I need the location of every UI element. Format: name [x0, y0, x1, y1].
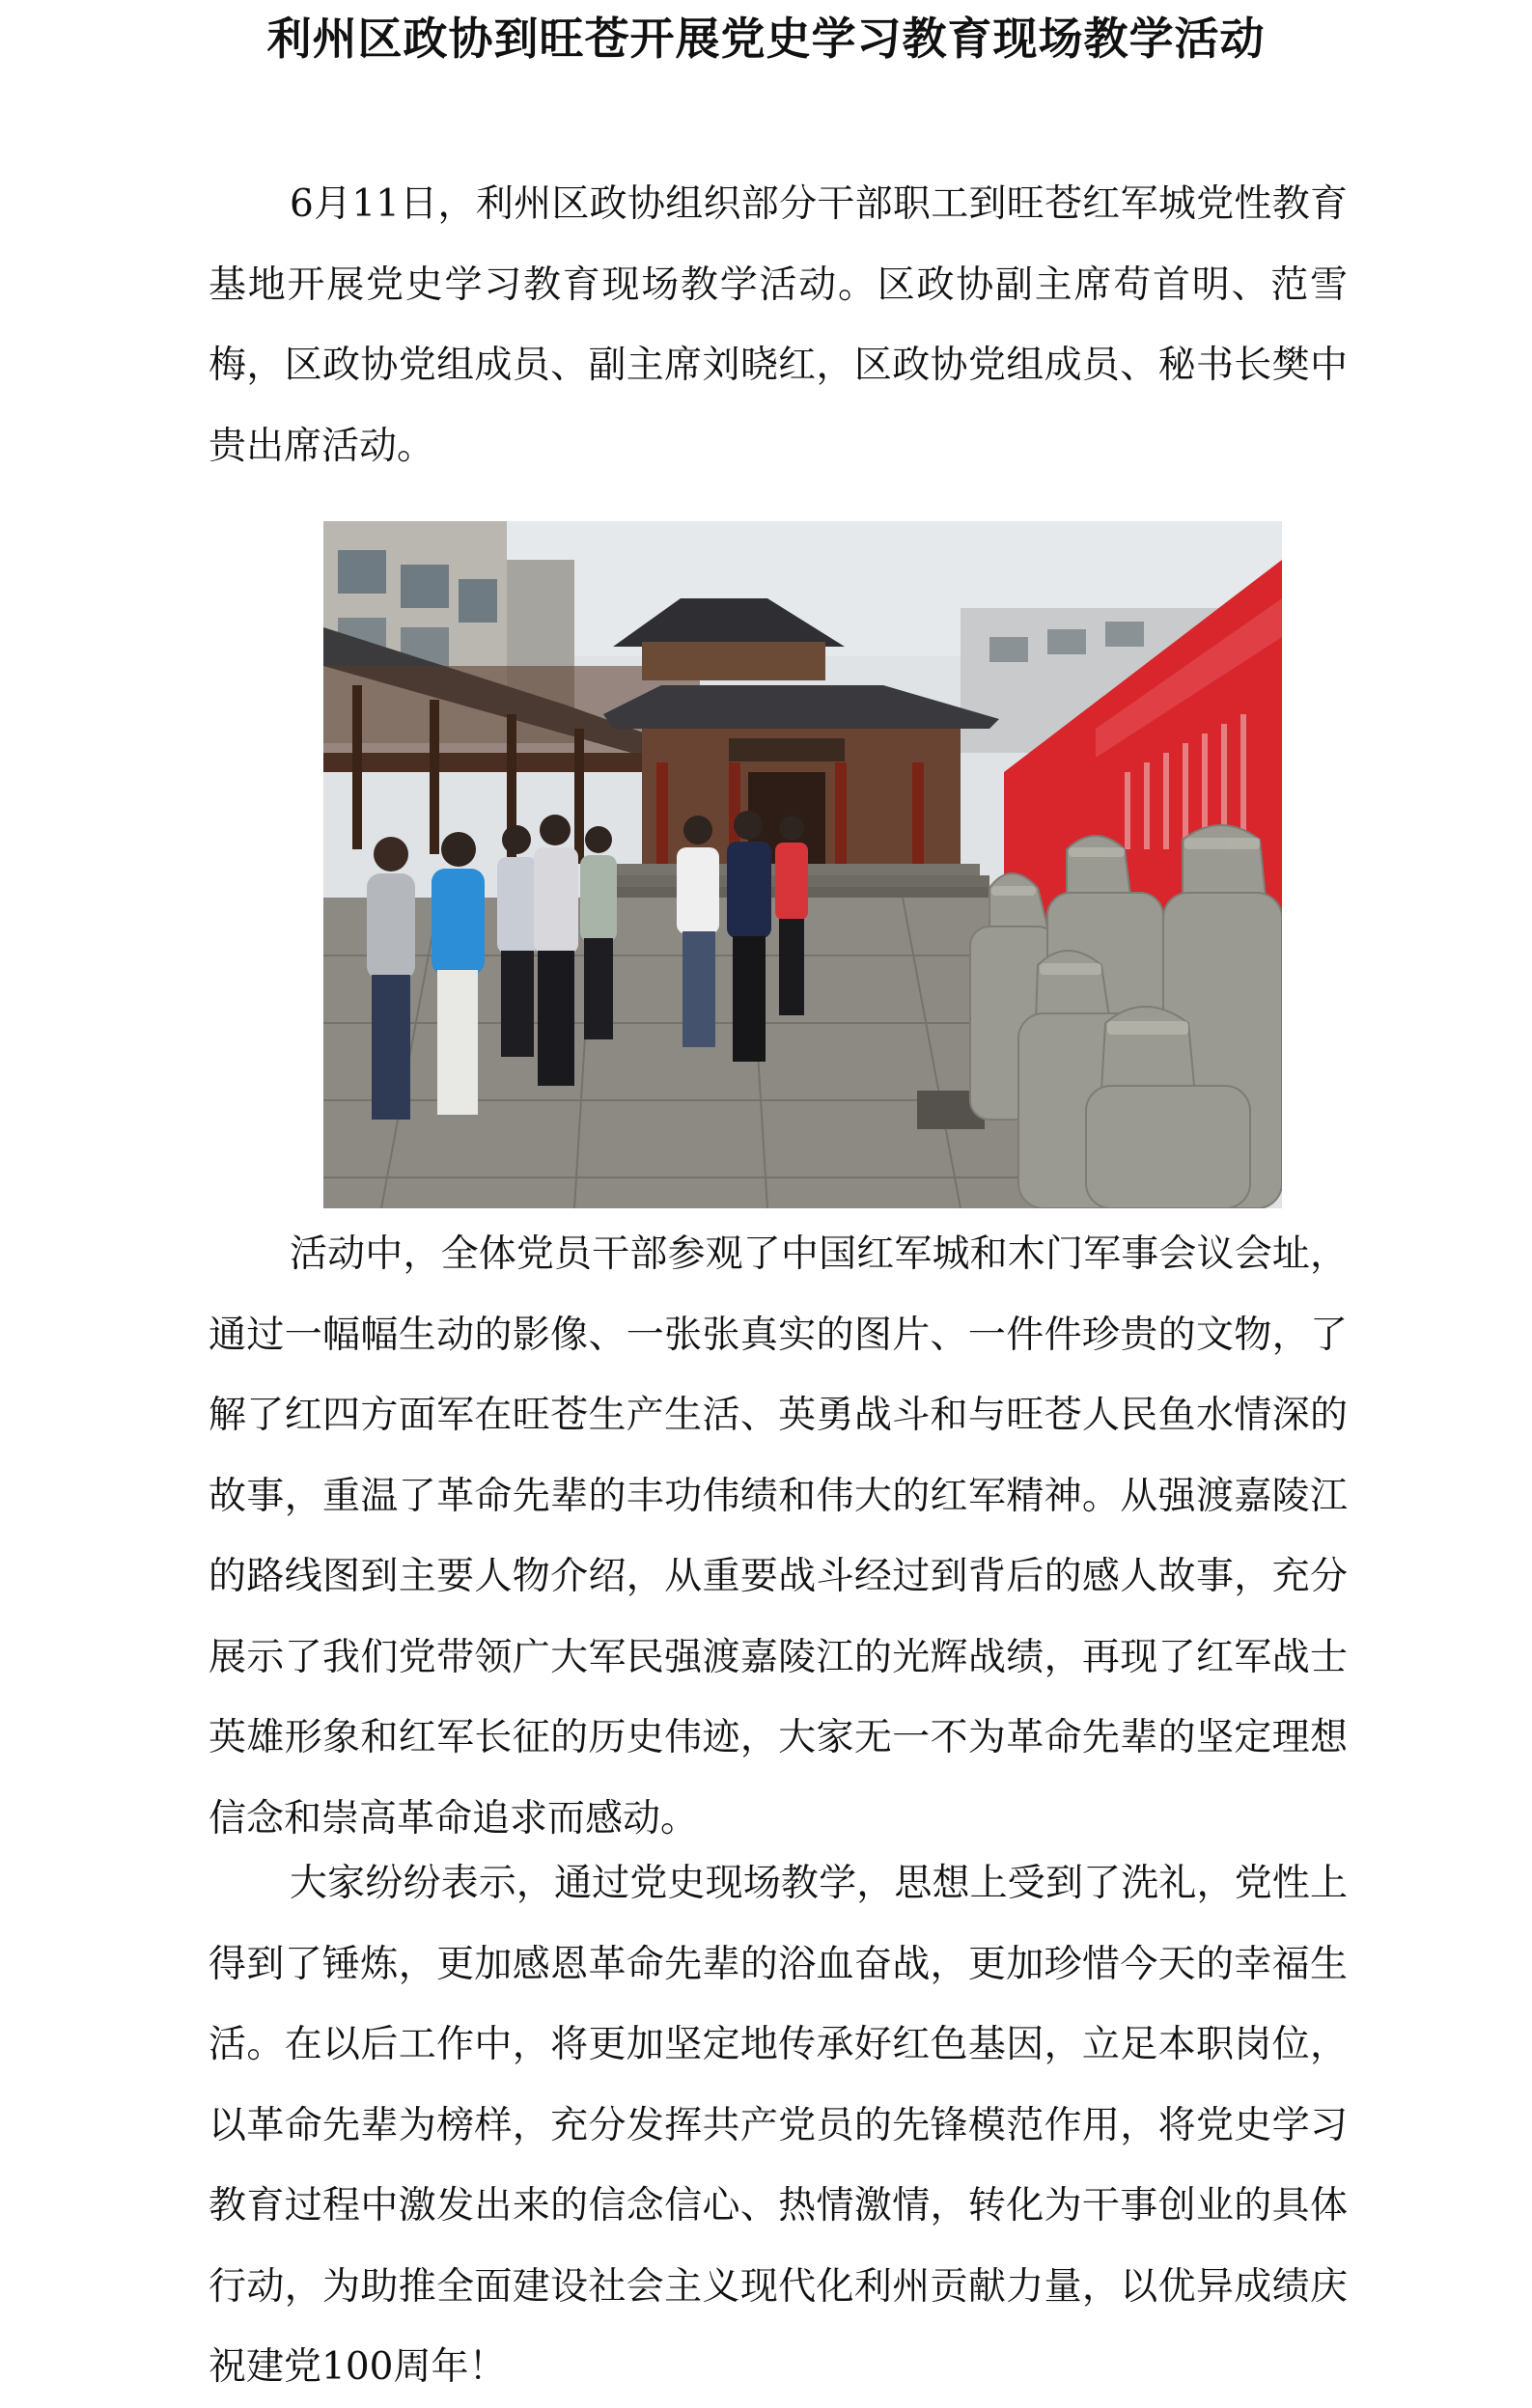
- paragraph-reflection: 大家纷纷表示，通过党史现场教学，思想上受到了洗礼，党性上得到了锤炼，更加感恩革命先辈的浴血奋战，更加珍惜今天的幸福生活。在以后工作中，将更加坚定地传承好红色基因，立足本职岗位，以革命先辈为榜样，充分发挥共产党员的先锋模范作用，将党史学习教育过程中激发出来的信念信心、热情激情，转化为干事创业的具体行动，为助推全面建设社会主义现代化利州贡献力量，以优异成绩庆祝建党100周年！: [209, 1862, 1348, 2389]
- paragraph-activity: 活动中，全体党员干部参观了中国红军城和木门军事会议会址，通过一幅幅生动的影像、一张张真实的图片、一件件珍贵的文物，了解了红四方面军在旺苍生产生活、英勇战斗和与旺苍人民鱼水情深的故事，重温了革命先辈的丰功伟绩和伟大的红军精神。从强渡嘉陵江的路线图到主要人物介绍，从重要战斗经过到背后的感人故事，充分展示了我们党带领广大军民强渡嘉陵江的光辉战绩，再现了红军战士英雄形象和红军长征的历史伟迹，大家无一不为革命先辈的坚定理想信念和崇高革命追求而感动。: [209, 1232, 1348, 1841]
- paragraph-intro: 6月11日，利州区政协组织部分干部职工到旺苍红军城党性教育基地开展党史学习教育现场教学活动。区政协副主席苟首明、范雪梅，区政协党组成员、副主席刘晓红，区政协党组成员、秘书长樊中贵出席活动。: [209, 182, 1348, 468]
- article-title: 利州区政协到旺苍开展党史学习教育现场教学活动: [266, 13, 1266, 65]
- event-photo: [323, 521, 1282, 1208]
